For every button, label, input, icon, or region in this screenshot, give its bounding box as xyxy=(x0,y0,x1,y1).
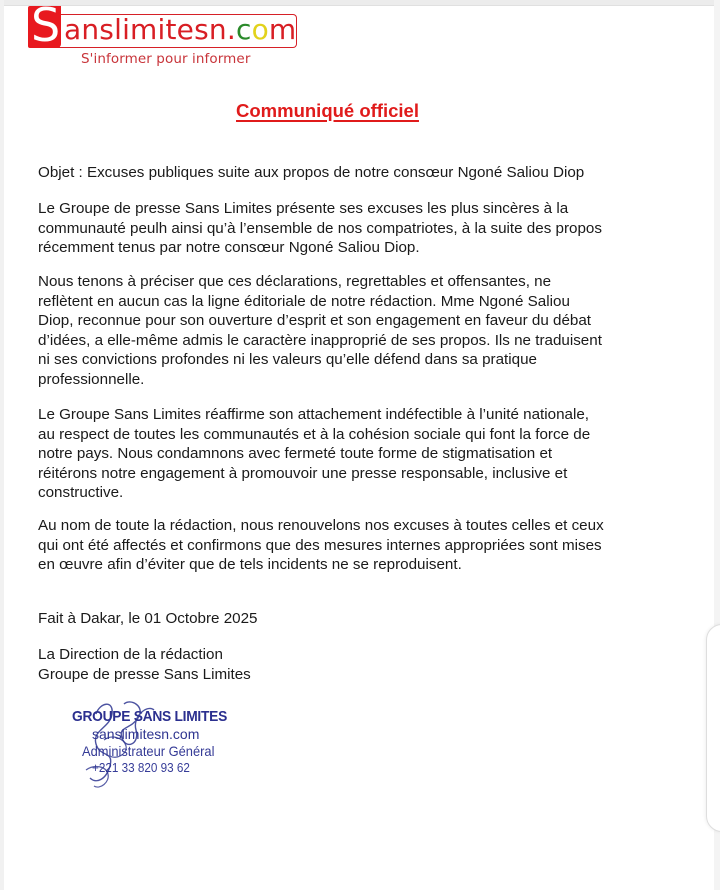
paragraph-line: communauté peulh ainsi qu’à l’ensemble de nos compatriotes, à la suite des propos xyxy=(38,219,602,237)
document-title: Communiqué officiel xyxy=(236,100,419,121)
paragraph-line: au respect de toutes les communautés et à la cohésion sociale qui font la force de xyxy=(38,425,591,443)
paragraph-line: Nous tenons à préciser que ces déclarations, regrettables et offensantes, ne xyxy=(38,273,552,290)
place-and-date xyxy=(38,609,638,629)
handwritten-signature-icon xyxy=(66,700,246,800)
logo-tagline: S'informer pour informer xyxy=(81,51,251,67)
paragraph-clarification xyxy=(38,272,638,390)
paragraph-line: d’idées, a elle-même admis le caractère inapproprié de ses propos. Ils ne traduisent xyxy=(38,331,602,349)
logo-initial-block xyxy=(28,0,61,52)
signatory-line: La Direction de la rédaction xyxy=(38,646,223,663)
paragraph-line: reflètent en aucun cas la ligne éditoriale de notre rédaction. Mme Ngoné Saliou xyxy=(38,292,570,310)
logo-wordmark-main: anslimitesn. xyxy=(64,13,236,46)
place-date-text: Fait à Dakar, le 01 Octobre 2025 xyxy=(38,610,258,627)
stamp-phone: +221 33 820 93 62 xyxy=(92,760,190,775)
logo-wordmark-c: c xyxy=(235,13,252,46)
logo-initial: S xyxy=(31,0,61,52)
paragraph-apology xyxy=(38,199,638,258)
paragraph-line: qui ont été affectés et confirmons que des mesures internes appropriées sont mises xyxy=(38,536,602,554)
paragraph-closing xyxy=(38,516,638,575)
paragraph-line: notre pays. Nous condamnons avec fermeté toute forme de stigmatisation et xyxy=(38,445,553,463)
paragraph-commitment xyxy=(38,405,638,503)
logo-wordmark xyxy=(64,13,297,46)
paragraph-line: récemment tenus par notre consœur Ngoné Saliou Diop. xyxy=(38,239,420,257)
side-panel-handle[interactable] xyxy=(706,624,720,832)
paragraph-line: en œuvre afin d’éviter que de tels incidents ne se reproduisent. xyxy=(38,556,462,574)
signatory-block xyxy=(38,645,638,684)
logo-wordmark-o: o xyxy=(251,13,269,46)
paragraph-line: Le Groupe de presse Sans Limites présente ses excuses les plus sincères à la xyxy=(38,200,569,217)
official-stamp xyxy=(66,700,246,800)
paragraph-line: professionnelle. xyxy=(38,370,145,388)
paragraph-line: ni ses convictions profondes ni les valeurs qu’elle défend dans sa pratique xyxy=(38,351,537,369)
paragraph-line: Au nom de toute la rédaction, nous renouvelons nos excuses à toutes celles et ceux xyxy=(38,517,604,534)
paragraph-line: Le Groupe Sans Limites réaffirme son attachement indéfectible à l’unité nationale, xyxy=(38,406,590,423)
site-logo xyxy=(28,0,298,67)
logo-wordmark-m: m xyxy=(268,13,297,46)
subject-line xyxy=(38,163,638,183)
page-left-border xyxy=(0,0,4,890)
paragraph-line: constructive. xyxy=(38,484,124,502)
stamp-organization: GROUPE SANS LIMITES xyxy=(72,708,228,725)
signatory-line: Groupe de presse Sans Limites xyxy=(38,665,251,683)
subject-text: Objet : Excuses publiques suite aux propos de notre consœur Ngoné Saliou Diop xyxy=(38,164,585,181)
paragraph-line: réitérons notre engagement à promouvoir une presse responsable, inclusive et xyxy=(38,464,568,482)
stamp-website: sanslimitesn.com xyxy=(92,726,200,742)
stamp-title: Administrateur Général xyxy=(82,743,215,759)
paragraph-line: Diop, reconnue pour son ouverture d’esprit et son engagement en faveur du débat xyxy=(38,312,592,330)
